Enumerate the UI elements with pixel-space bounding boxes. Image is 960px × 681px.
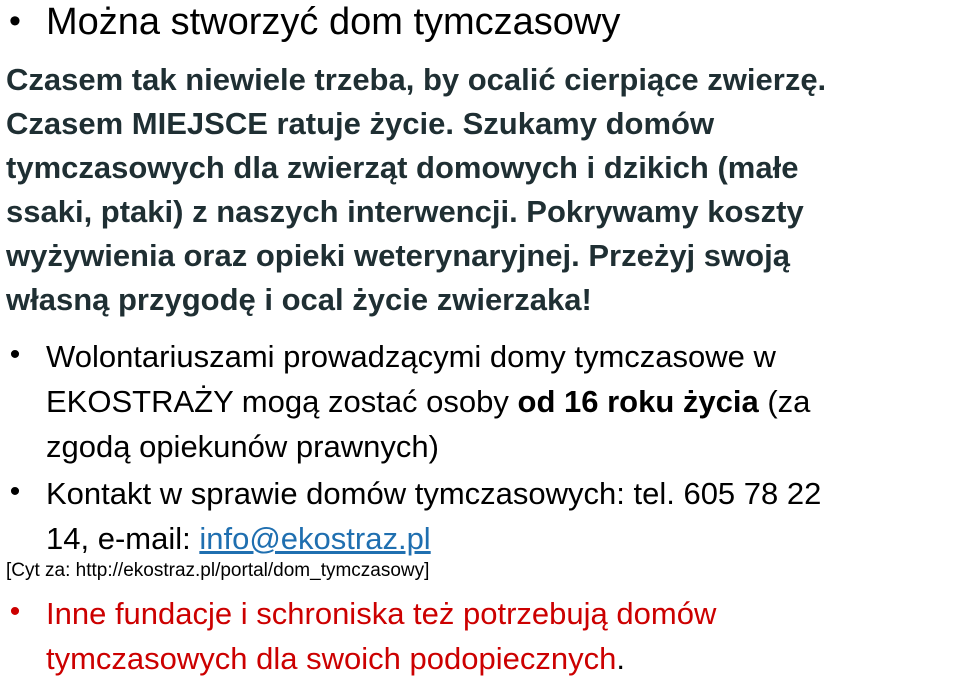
email-link[interactable]: info@ekostraz.pl (199, 521, 431, 556)
volunteers-line-pre: EKOSTRAŻY mogą zostać osoby (46, 384, 518, 419)
contact-line-pre: 14, e-mail: (46, 521, 200, 556)
sentence-end: . (616, 641, 625, 676)
bullet-icon: • (9, 475, 21, 508)
intro-line: wyżywienia oraz opieki weterynaryjnej. Przeżyj swoją (6, 238, 790, 273)
intro-line: tymczasowych dla zwierząt domowych i dzikich (małe (6, 150, 799, 185)
intro-line: Czasem MIEJSCE ratuje życie. Szukamy domów (6, 106, 715, 141)
other-foundations-text (46, 591, 950, 681)
volunteers-text (46, 334, 950, 469)
age-requirement: od 16 roku życia (517, 384, 759, 419)
contact-text (46, 471, 950, 561)
volunteers-line: zgodą opiekunów prawnych) (46, 429, 439, 464)
other-foundations-line-main: tymczasowych dla swoich podopiecznych (46, 641, 617, 676)
citation: [Cyt za: http://ekostraz.pl/portal/dom_tymczasowy] (6, 560, 430, 581)
volunteers-line-post: (za (758, 384, 811, 419)
other-foundations-line (46, 636, 950, 681)
bullet-icon: • (9, 595, 21, 628)
volunteers-line (46, 379, 950, 424)
intro-line: ssaki, ptaki) z naszych interwencji. Pokrywamy koszty (6, 194, 804, 229)
volunteers-line: Wolontariuszami prowadzącymi domy tymczasowe w (46, 339, 776, 374)
bullet-icon: • (9, 338, 21, 371)
intro-paragraph (6, 58, 951, 322)
contact-line (46, 516, 950, 561)
intro-line: własną przygodę i ocal życie zwierzaka! (6, 282, 592, 317)
other-foundations-line: Inne fundacje i schroniska też potrzebują domów (46, 596, 717, 631)
intro-line: Czasem tak niewiele trzeba, by ocalić cierpiące zwierzę. (6, 62, 827, 97)
contact-line: Kontakt w sprawie domów tymczasowych: tel. 605 78 22 (46, 476, 822, 511)
bullet-icon: • (9, 2, 21, 40)
heading-text: Można stworzyć dom tymczasowy (46, 1, 621, 43)
